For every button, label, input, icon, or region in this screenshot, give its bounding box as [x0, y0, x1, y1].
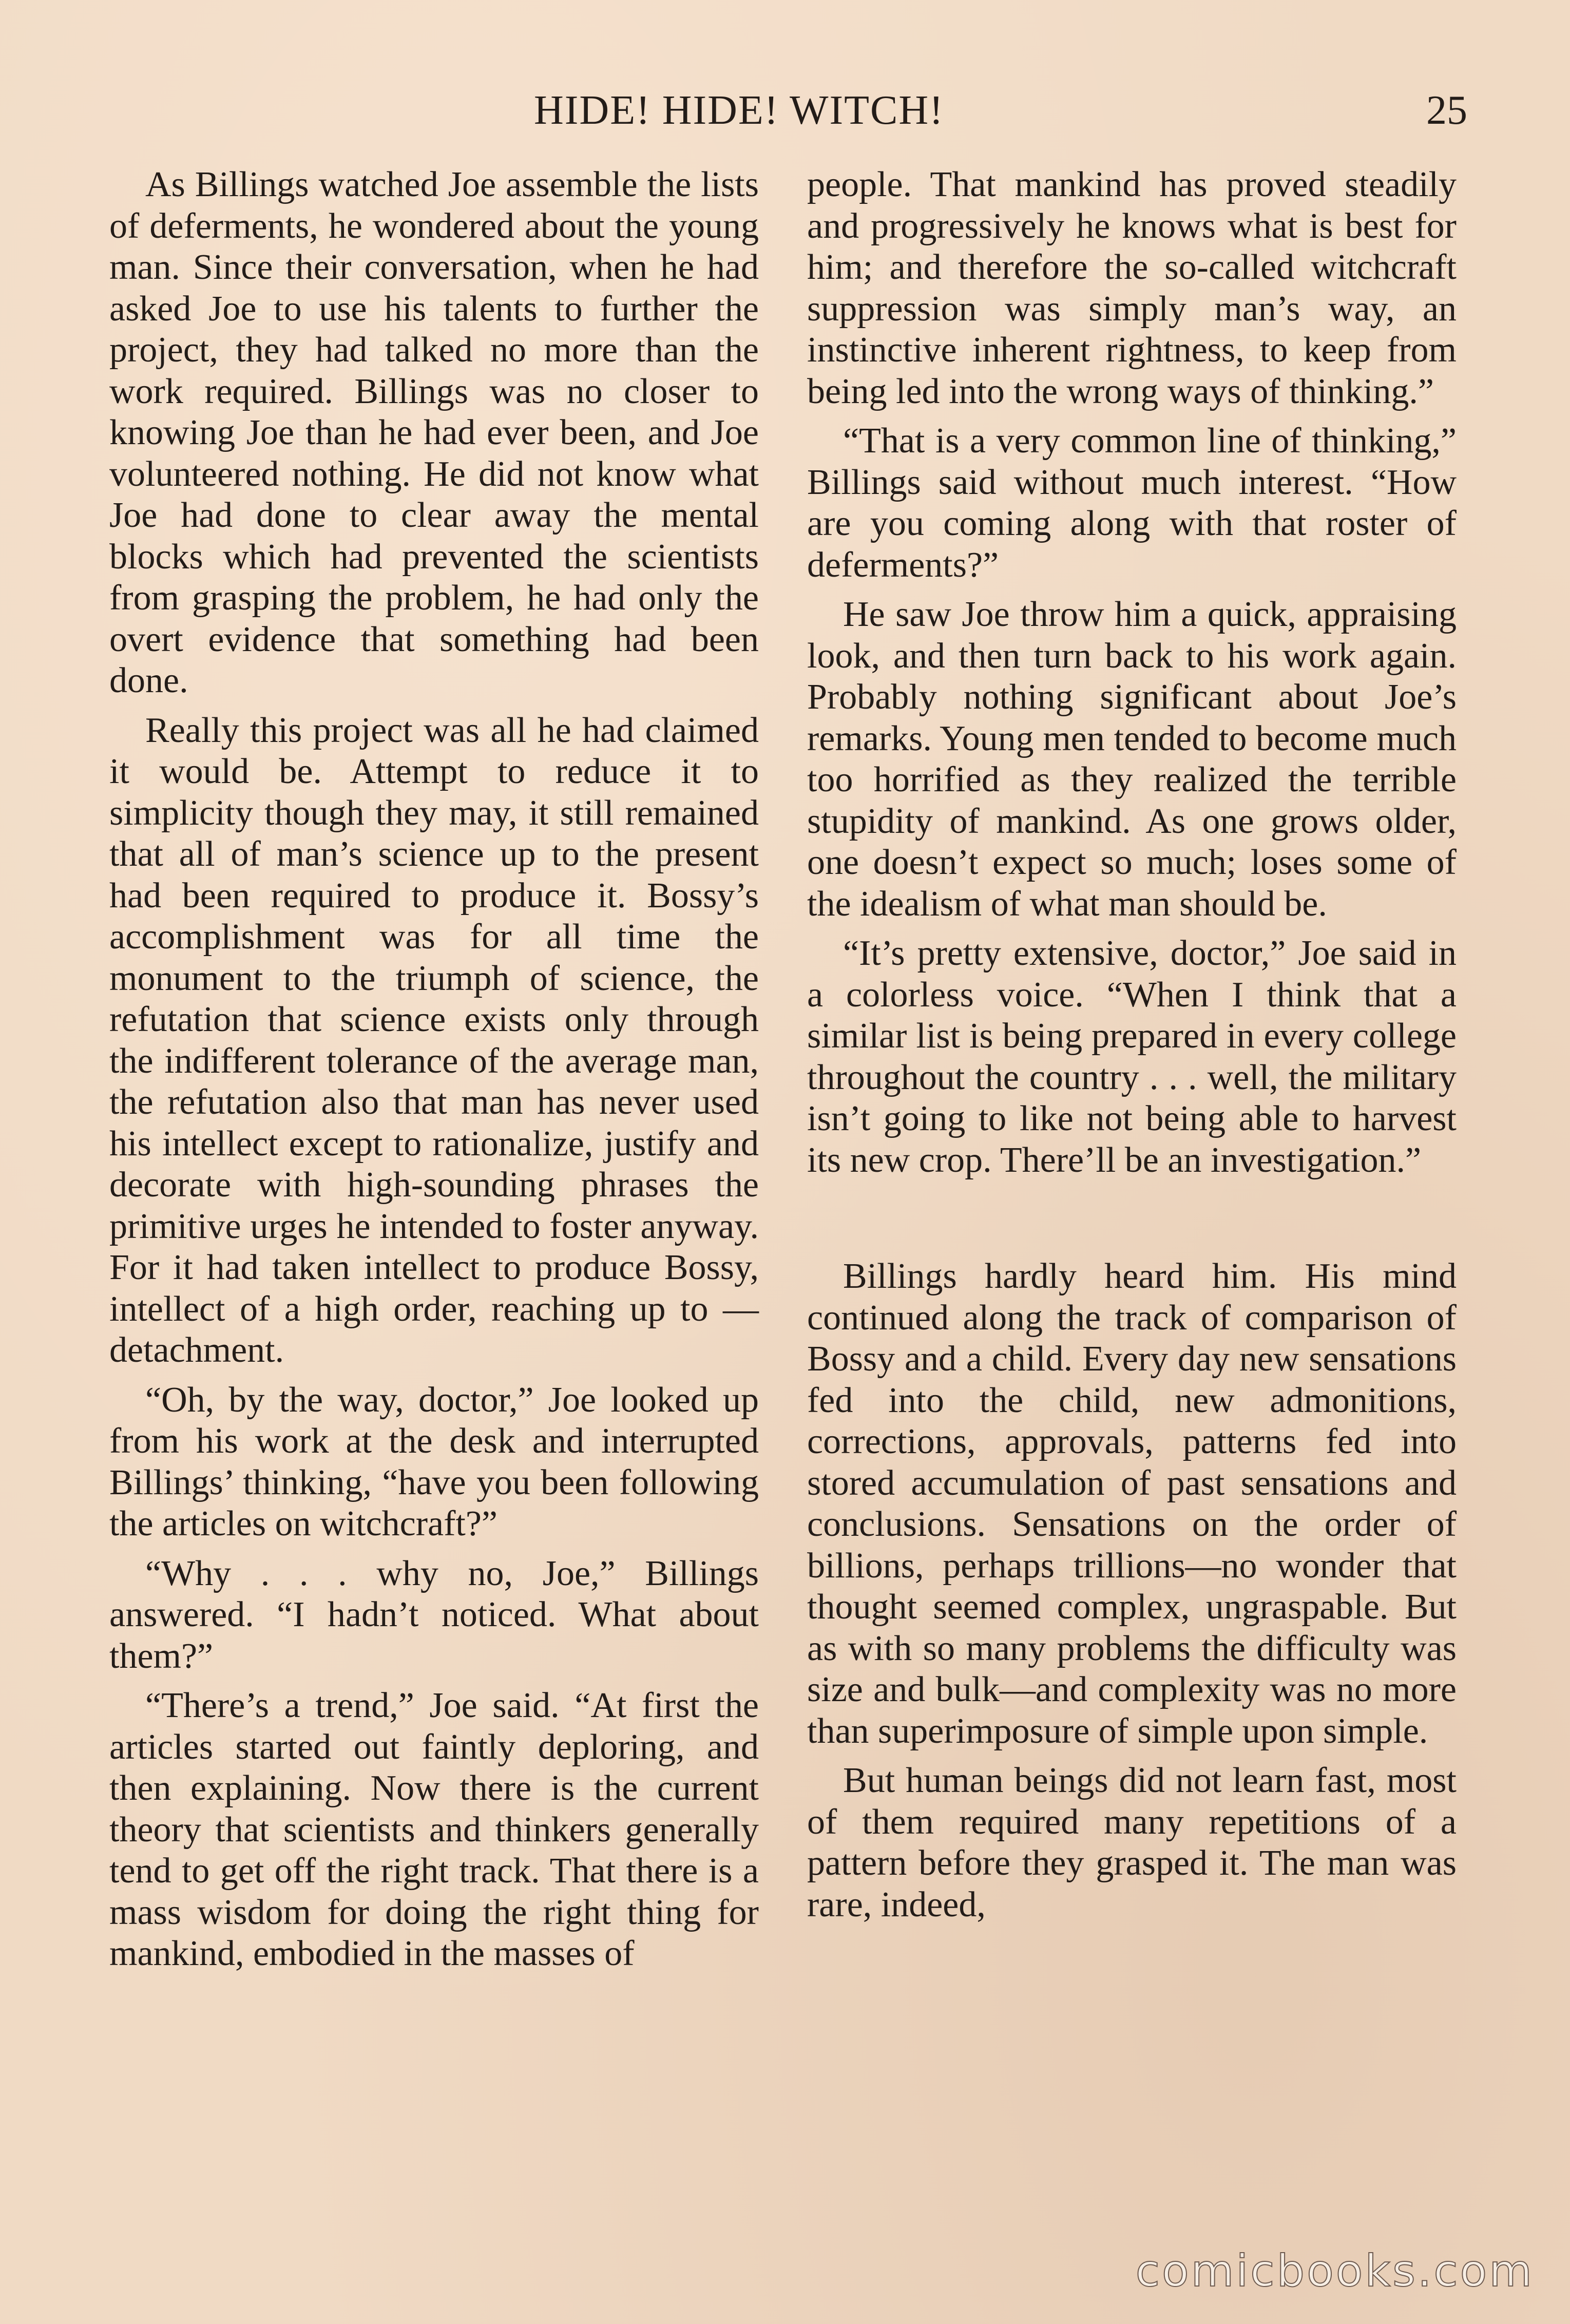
paragraph: “Why . . . why no, Joe,” Billings answered. “I hadn’t noticed. What about them?” — [109, 1553, 759, 1676]
paragraph: As Billings watched Joe assemble the lists of deferments, he wondered about the young man. Since their conversation, when he had asked Joe to use his talents to further the project, they had talked no more than the work required. Billings was no closer to knowing Joe than he had ever been, and Joe volunteered nothing. He did not know what Joe had done to clear away the mental blocks which had prevented the scientists from grasping the problem, he had only the overt evidence that something had been done. — [109, 165, 759, 700]
paragraph: But human beings did not learn fast, most of them required many repetitions of a pattern before they grasped it. The man was rare, indeed, — [807, 1761, 1457, 1925]
left-column — [109, 164, 759, 1983]
paragraph: Really this project was all he had claimed it would be. Attempt to reduce it to simplicity though they may, it still remained that all of man’s science up to the present had been required to produce it. Bossy’s accomplishment was for all time the monument to the triumph of science, the refutation that science exists only through the indifferent tolerance of the average man, the refutation also that man has never used his intellect except to rationalize, justify and decorate with high-sounding phrases the primitive urges he intended to foster anyway. For it had taken intellect to produce Bossy, intellect of a high order, reaching up to —detachment. — [109, 710, 759, 1370]
paragraph: “It’s pretty extensive, doctor,” Joe said in a colorless voice. “When I think that a similar list is being prepared in every college throughout the country . . . well, the military isn’t going to like not being able to harvest its new crop. There’ll be an investigation.” — [807, 934, 1457, 1180]
right-column — [807, 164, 1457, 1934]
paragraph: “There’s a trend,” Joe said. “At first the articles started out faintly deploring, and then explaining. Now there is the current theory that scientists and thinkers generally tend to get off the right track. That there is a mass wisdom for doing the right thing for mankind, embodied in the masses of — [109, 1686, 759, 1973]
paragraph: “That is a very common line of thinking,” Billings said without much interest. “How are you coming along with that roster of deferments?” — [807, 421, 1457, 585]
paragraph: “Oh, by the way, doctor,” Joe looked up from his work at the desk and interrupted Billings’ thinking, “have you been following the articles on witchcraft?” — [109, 1380, 759, 1544]
page-number: 25 — [1426, 88, 1467, 133]
watermark: comicbooks.com — [1135, 2245, 1534, 2297]
paragraph: He saw Joe throw him a quick, appraising look, and then turn back to his work again. Probably nothing significant about Joe’s remarks. Young men tended to become much too horrified as they realized the terrible stupidity of mankind. As one grows older, one doesn’t expect so much; loses some of the idealism of what man should be. — [807, 595, 1457, 924]
running-title: HIDE! HIDE! WITCH! — [534, 88, 944, 133]
paragraph: Billings hardly heard him. His mind continued along the track of comparison of Bossy and a child. Every day new sensations fed into the child, new admonitions, corrections, approvals, patterns fed into stored accumulation of past sensations and conclusions. Sensations on the order of billions, perhaps trillions—no wonder that thought seemed complex, ungraspable. But as with so many problems the difficulty was size and bulk—and complexity was no more than superimposure of simple upon simple. — [807, 1256, 1457, 1751]
section-break — [807, 1189, 1457, 1256]
continued-paragraph: people. That mankind has proved steadily and progressively he knows what is best for him; and therefore the so-called witchcraft suppression was simply man’s way, an instinctive inherent rightness, to keep from being led into the wrong ways of thinking.” — [807, 165, 1457, 411]
